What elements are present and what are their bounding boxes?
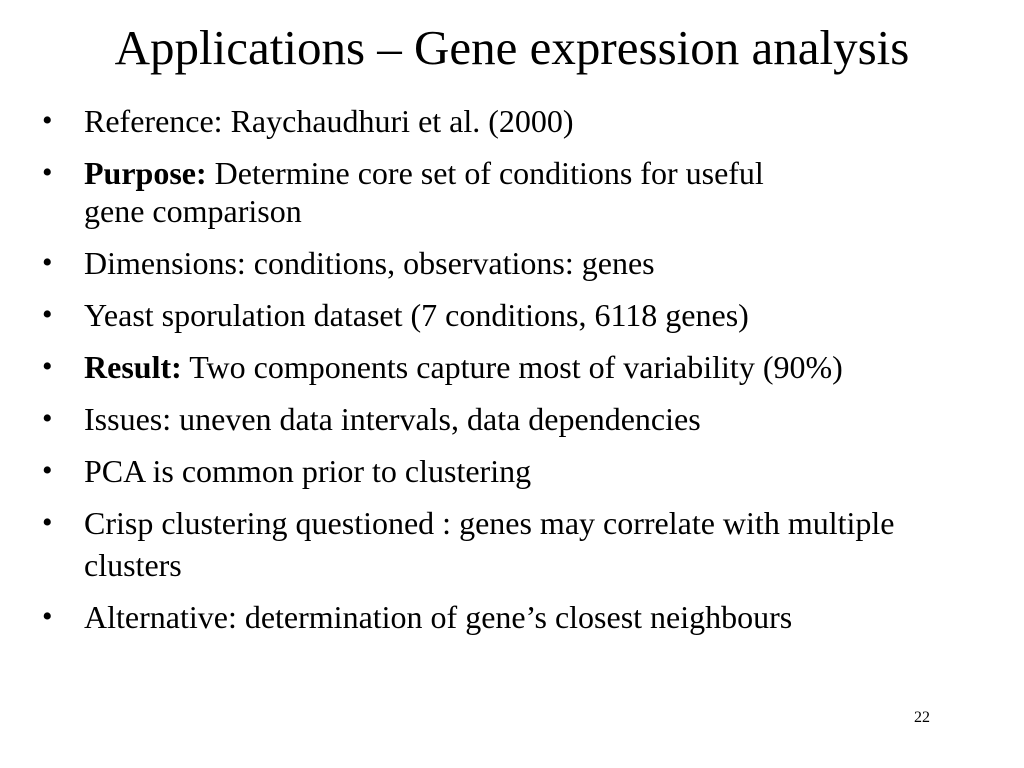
page-number: 22 <box>914 709 930 726</box>
bullet-icon: • <box>42 350 53 383</box>
bullet-item-alternative <box>40 596 990 638</box>
bullet-icon: • <box>42 506 53 539</box>
bullet-item-purpose <box>40 152 990 194</box>
bullet-item-dimensions <box>40 242 990 284</box>
bullet-text: Determine core set of conditions for useful <box>206 155 764 191</box>
bullet-icon: • <box>42 454 53 487</box>
bullet-item-dataset <box>40 294 990 336</box>
bullet-text: Reference: Raychaudhuri et al. (2000) <box>84 103 574 139</box>
bullet-item-issues <box>40 398 990 440</box>
slide-title: Applications – Gene expression analysis <box>114 20 910 75</box>
bullet-lead: Result: <box>84 349 182 385</box>
bullet-text: Yeast sporulation dataset (7 conditions, 6118 genes) <box>84 297 749 333</box>
bullet-text: Alternative: determination of gene’s closest neighbours <box>84 599 793 635</box>
bullet-lead: Purpose: <box>84 155 207 191</box>
bullet-text: Dimensions: conditions, observations: genes <box>84 245 655 281</box>
bullet-text: Issues: uneven data intervals, data dependencies <box>84 401 701 437</box>
bullet-icon: • <box>42 600 53 633</box>
bullet-icon: • <box>42 298 53 331</box>
bullet-item-pca <box>40 450 990 492</box>
bullet-continuation: gene comparison <box>84 193 302 229</box>
bullet-icon: • <box>42 246 53 279</box>
bullet-item-clustering <box>40 502 990 586</box>
bullet-text: PCA is common prior to clustering <box>84 453 532 489</box>
bullet-text: Two components capture most of variability (90%) <box>181 349 843 385</box>
bullet-icon: • <box>42 104 53 137</box>
bullet-text: Crisp clustering questioned : genes may correlate with multiple clusters <box>84 505 895 583</box>
bullet-item-reference <box>40 100 990 142</box>
bullet-item-result <box>40 346 990 388</box>
bullet-icon: • <box>42 156 53 189</box>
bullet-list <box>40 100 990 648</box>
bullet-icon: • <box>42 402 53 435</box>
